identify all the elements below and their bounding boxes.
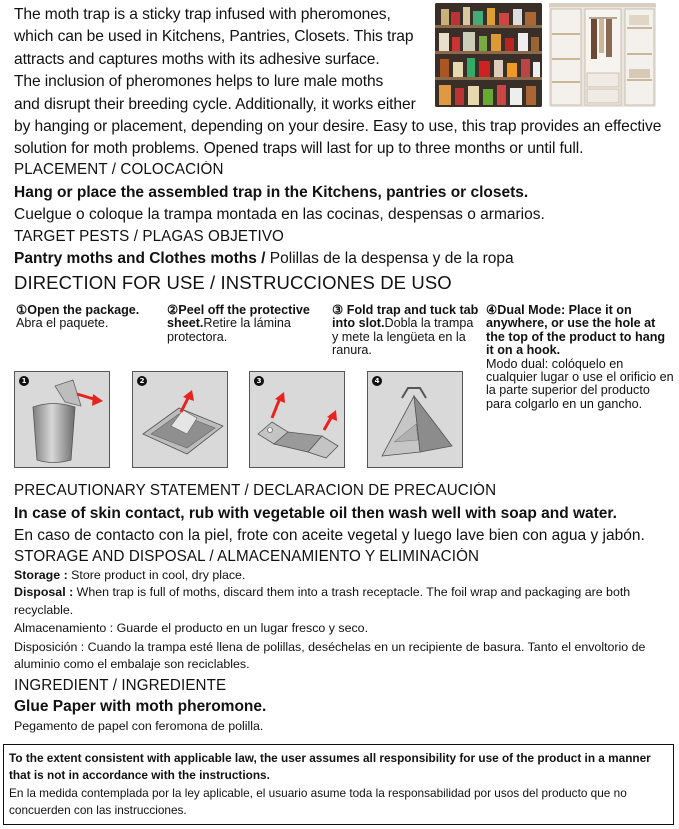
step-text-en: Dual Mode: Place it on anywhere, or use the hole at the top of the product to hang it on a hook. bbox=[486, 303, 666, 358]
ingredient-text-en: Glue Paper with moth pheromone. bbox=[14, 698, 267, 715]
step-4 bbox=[486, 304, 674, 411]
legal-notice-es: En la medida contemplada por la ley aplicable, el usuario asume toda la responsabilidad por usos del producto que no concuerden con las instrucciones. bbox=[9, 785, 627, 817]
figure-number: 1 bbox=[19, 376, 29, 386]
placement-text-es: Cuelgue o coloque la trampa montada en las cocinas, despensas o armarios. bbox=[14, 206, 545, 223]
intro-line: by hanging or placement, depending on your desire. Easy to use, this trap provides an effective bbox=[14, 118, 662, 136]
step-3-figure bbox=[249, 371, 345, 468]
disposal-label: Disposal : bbox=[14, 585, 74, 600]
step-3 bbox=[332, 304, 482, 358]
placement-heading: PLACEMENT / COLOCACIÓN bbox=[14, 161, 224, 178]
ingredient-text-es: Pegamento de papel con feromona de polilla. bbox=[14, 719, 264, 733]
step-text-en: Fold trap and tuck tab into slot. bbox=[332, 303, 479, 331]
step-1 bbox=[16, 304, 156, 331]
step-text-en: Open the package. bbox=[27, 303, 140, 317]
step-number: ③ bbox=[332, 303, 347, 317]
intro-line: The inclusion of pheromones helps to lure male moths bbox=[14, 73, 384, 91]
almacenamiento-line: Almacenamiento : Guarde el producto en un lugar fresco y seco. bbox=[14, 621, 369, 636]
disposal-text: When trap is full of moths, discard them into a trash receptacle. The foil wrap and packaging are both recyclable. bbox=[14, 585, 631, 617]
step-text-es: Abra el paquete. bbox=[16, 316, 109, 331]
figure-number: 2 bbox=[137, 376, 147, 386]
intro-line: and disrupt their breeding cycle. Additionally, it works either bbox=[14, 95, 416, 113]
intro-line: The moth trap is a sticky trap infused with pheromones, bbox=[14, 6, 391, 23]
closet-photo bbox=[549, 3, 656, 107]
storage-text: Store product in cool, dry place. bbox=[67, 568, 246, 582]
step-number: ① bbox=[16, 303, 28, 317]
figure-number: 3 bbox=[254, 376, 264, 386]
step-number: ④ bbox=[486, 303, 498, 317]
direction-heading: DIRECTION FOR USE / INSTRUCCIONES DE USO bbox=[14, 272, 452, 293]
ingredient-heading: INGREDIENT / INGREDIENTE bbox=[14, 677, 227, 694]
step-text-en: Peel off the protective sheet. bbox=[167, 303, 310, 331]
legal-notice bbox=[3, 744, 674, 825]
step-text-es: Modo dual: colóquelo en cualquier lugar o use el orificio en la parte superior del producto para colgarlo en un gancho. bbox=[486, 356, 674, 411]
intro-line: which can be used in Kitchens, Pantries, Closets. This trap bbox=[14, 28, 414, 46]
target-pests-text bbox=[14, 250, 514, 268]
step-1-figure bbox=[14, 371, 110, 468]
figure-number: 4 bbox=[372, 376, 382, 386]
intro-line: attracts and captures moths with its adhesive surface. bbox=[14, 50, 380, 68]
precaution-text-es: En caso de contacto con la piel, frote con aceite vegetal y luego lave bien con agua y jabón. bbox=[14, 527, 645, 544]
pests-en: Pantry moths and Clothes moths / bbox=[14, 250, 266, 267]
storage-block bbox=[14, 567, 674, 673]
intro-line: solution for moth problems. Opened traps will last for up to three months or until full. bbox=[14, 140, 584, 158]
storage-label: Storage : bbox=[14, 568, 68, 582]
precaution-heading: PRECAUTIONARY STATEMENT / DECLARACION DE PRECAUCIÓN bbox=[14, 482, 497, 499]
target-pests-heading: TARGET PESTS / PLAGAS OBJETIVO bbox=[14, 228, 284, 245]
pantry-photo bbox=[435, 3, 542, 107]
storage-heading: STORAGE AND DISPOSAL / ALMACENAMIENTO Y ELIMINACIÓN bbox=[14, 548, 480, 565]
disposicion-line: Disposición : Cuando la trampa esté llena de polillas, deséchelas en un recipiente de basura. Tanto el envoltorio de aluminio como el embalaje son reciclables. bbox=[14, 639, 646, 672]
step-text-es: Dobla la trampa y mete la lengüeta en la ranura. bbox=[332, 316, 474, 358]
storage-line bbox=[14, 567, 674, 584]
placement-text-en: Hang or place the assembled trap in the Kitchens, pantries or closets. bbox=[14, 184, 529, 201]
legal-notice-en: To the extent consistent with applicable law, the user assumes all responsibility for use of the product in a manner that is not in accordance with the instructions. bbox=[9, 751, 651, 783]
step-number: ② bbox=[167, 303, 179, 317]
step-2-figure bbox=[132, 371, 228, 468]
precaution-text-en: In case of skin contact, rub with vegetable oil then wash well with soap and water. bbox=[14, 505, 617, 522]
step-text-es: Retire la lámina protectora. bbox=[167, 316, 291, 344]
disposal-line bbox=[14, 584, 674, 619]
step-4-figure bbox=[367, 371, 463, 468]
step-2 bbox=[167, 304, 319, 344]
pests-es: Polillas de la despensa y de la ropa bbox=[265, 250, 514, 267]
